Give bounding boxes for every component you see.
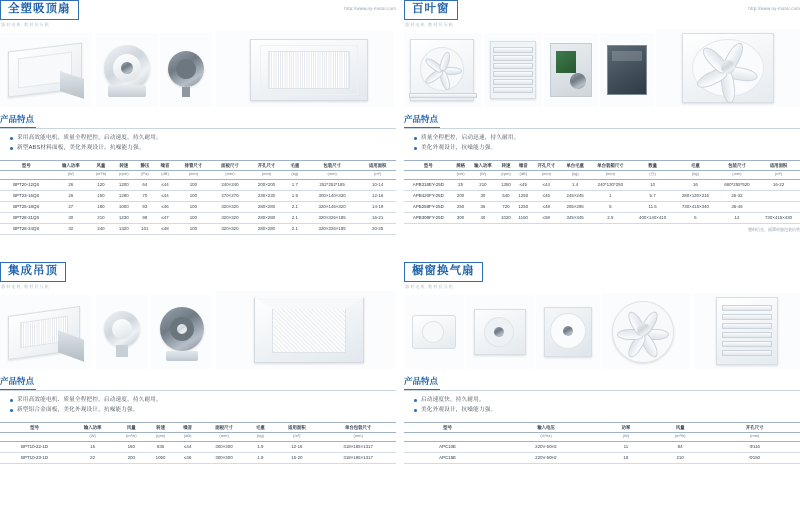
col-header: 包装尺寸 <box>305 161 359 171</box>
product-photo-row <box>0 291 396 369</box>
cell <box>757 202 800 213</box>
cell: 1280 <box>113 191 135 202</box>
col-header: 面板尺寸 <box>201 423 248 433</box>
product-photo <box>404 33 482 107</box>
col-unit: (dB) <box>155 171 175 180</box>
cell: 11 <box>601 442 651 453</box>
cell: 300 <box>453 213 469 224</box>
cell: 14-19 <box>359 202 396 213</box>
divider <box>404 128 800 129</box>
cell: 32 <box>53 224 90 235</box>
section-subtitle: 器材电机 数材层压机 <box>405 22 455 27</box>
cell: 935 <box>146 442 174 453</box>
product-photo <box>600 33 654 107</box>
table-units-row <box>0 433 396 442</box>
cell: 1.7 <box>285 180 305 191</box>
cell: 25 <box>453 180 469 191</box>
table-row <box>404 180 800 191</box>
cell: 120 <box>89 180 113 191</box>
cell: 2.1 <box>285 213 305 224</box>
product-photo <box>150 295 212 369</box>
table-note: 塑料后壳、面罩单独包装出售 <box>748 227 800 232</box>
col-header: 噪音 <box>175 423 201 433</box>
cell: 2.1 <box>285 202 305 213</box>
cell: 2.5 <box>590 213 632 224</box>
cell: APB318EY-25D <box>404 180 453 191</box>
col-unit: (W) <box>53 171 90 180</box>
col-unit: (mm) <box>320 433 396 442</box>
col-unit: (mm) <box>717 171 757 180</box>
section-title: 百叶窗 <box>404 0 458 20</box>
cell: BPT28-21QS <box>0 213 53 224</box>
cell: 320×320 <box>212 213 249 224</box>
features-title: 产品特点 <box>0 113 36 128</box>
col-header: 毛重 <box>674 161 717 171</box>
cell: 11.5 <box>631 202 674 213</box>
col-header: 风量 <box>89 161 113 171</box>
cell: ≤44 <box>532 180 561 191</box>
cell: 250 <box>453 202 469 213</box>
spec-table <box>404 160 800 224</box>
cell: 22 <box>69 453 116 464</box>
col-header: 数量 <box>631 161 674 171</box>
table-row <box>404 191 800 202</box>
col-unit: (mm) <box>212 171 249 180</box>
cell: 280×280 <box>248 202 285 213</box>
col-header: 转速 <box>113 161 135 171</box>
table-row <box>0 213 396 224</box>
cell: BPT25-18QS <box>0 202 53 213</box>
section-ceiling-fan <box>0 0 396 254</box>
section-title: 全塑吸顶扇 <box>0 0 79 20</box>
cell: BPT23-15QS <box>0 191 53 202</box>
cell: 100 <box>175 224 212 235</box>
cell: 295×295 <box>561 202 590 213</box>
divider <box>404 390 800 391</box>
cell: 240×240 <box>212 180 249 191</box>
product-photo <box>0 33 92 107</box>
col-header: 风量 <box>116 423 146 433</box>
cell: 100 <box>175 213 212 224</box>
col-unit: (dB) <box>175 433 201 442</box>
col-unit: (rpm) <box>497 171 514 180</box>
divider <box>0 390 396 391</box>
cell: BPT10-22-1D <box>0 442 69 453</box>
col-unit: (rpm) <box>146 433 174 442</box>
cell: 540 <box>497 191 514 202</box>
feature-item: 采用高效能电机、质量全程把控，启动速度，持久耐用。 <box>10 133 396 143</box>
cell: APB420FY-25D <box>404 191 453 202</box>
cell: 1.9 <box>248 442 274 453</box>
col-unit: (W) <box>601 433 651 442</box>
col-unit: (dB) <box>515 171 532 180</box>
col-unit: (rpm) <box>113 171 135 180</box>
section-header <box>0 0 396 26</box>
divider <box>0 128 396 129</box>
cell: BPT28-24QS <box>0 224 53 235</box>
col-header: 转速 <box>497 161 514 171</box>
cell: 16-22 <box>757 180 800 191</box>
cell: 100 <box>175 191 212 202</box>
cell: 93 <box>135 202 155 213</box>
cell: 101 <box>135 224 155 235</box>
col-header: 单台装箱尺寸 <box>590 161 632 171</box>
section-title: 橱窗换气扇 <box>404 262 483 282</box>
table-units-row <box>404 433 800 442</box>
table-row <box>0 224 396 235</box>
features-list <box>414 133 800 153</box>
col-header: 输入功率 <box>469 161 498 171</box>
cell: 280×280 <box>248 213 285 224</box>
col-header: 型号 <box>404 161 453 171</box>
cell: 150 <box>116 442 146 453</box>
spec-table <box>0 422 396 464</box>
cell: 252*252*185 <box>305 180 359 191</box>
cell: 320×145×320 <box>305 202 359 213</box>
col-header: 适用面积 <box>757 161 800 171</box>
cell: 10-14 <box>359 180 396 191</box>
section-subtitle: 器材电机 数材层压机 <box>1 22 51 27</box>
col-unit: (kg) <box>285 171 305 180</box>
col-unit: (m²) <box>273 433 320 442</box>
col-unit: (mm) <box>175 171 212 180</box>
feature-item: 美化外观设计，抗噪能力强。 <box>414 143 800 153</box>
cell: 680*255*520 <box>717 180 757 191</box>
feature-item: 美化外观设计，抗噪能力强。 <box>414 405 800 415</box>
col-header: 毛重 <box>248 423 274 433</box>
spec-table <box>404 422 800 464</box>
cell: 1 <box>590 191 632 202</box>
cell: 26 <box>53 191 90 202</box>
cell: 1250 <box>515 191 532 202</box>
cell: BPT20-12QS <box>0 180 53 191</box>
col-unit: (m³/h) <box>651 433 710 442</box>
site-url: http://www.ny-motor.com <box>748 6 800 11</box>
col-header: 噪音 <box>155 161 175 171</box>
product-photo <box>536 295 600 369</box>
product-photo <box>694 293 800 369</box>
cell: ≤45 <box>515 180 532 191</box>
col-unit <box>0 433 69 442</box>
cell: 220V-50Hz <box>491 442 601 453</box>
cell: 100 <box>175 180 212 191</box>
table-units-row <box>404 171 800 180</box>
product-photo-row <box>404 29 800 107</box>
cell: 720 <box>497 202 514 213</box>
cell: 15-20 <box>273 453 320 464</box>
col-unit: (台) <box>631 171 674 180</box>
cell: ≤47 <box>155 213 175 224</box>
col-header: 输入功率 <box>53 161 90 171</box>
cell: 5 <box>674 213 717 224</box>
product-photo <box>0 295 92 369</box>
cell: 1230 <box>113 213 135 224</box>
cell: Φ150 <box>709 453 800 464</box>
col-header: 型号 <box>404 423 491 433</box>
cell: BPT10-23-1D <box>0 453 69 464</box>
section-subtitle: 器材电机 数材层压机 <box>1 284 51 289</box>
cell: 270×270 <box>212 191 249 202</box>
cell: ≤48 <box>532 202 561 213</box>
table-row <box>404 453 800 464</box>
col-unit: (mm) <box>201 433 248 442</box>
cell: 320×320 <box>212 202 249 213</box>
cell: 1020 <box>497 213 514 224</box>
col-header: 输入电压 <box>491 423 601 433</box>
cell: 210 <box>89 213 113 224</box>
product-photo <box>96 295 148 369</box>
col-header: 包装尺寸 <box>717 161 757 171</box>
cell: 210 <box>469 180 498 191</box>
product-photo <box>466 295 534 369</box>
cell: 10 <box>631 180 674 191</box>
cell: 300×300 <box>201 453 248 464</box>
features-list <box>414 395 800 415</box>
col-header: 开孔尺寸 <box>248 161 285 171</box>
spec-table <box>0 160 396 235</box>
product-photo <box>544 33 598 107</box>
features-title: 产品特点 <box>404 375 440 390</box>
cell: 1.9 <box>248 453 274 464</box>
table-units-row <box>0 171 396 180</box>
product-photo <box>404 295 464 369</box>
col-unit: (kg) <box>674 171 717 180</box>
cell: 150 <box>89 191 113 202</box>
cell: 5 <box>590 202 632 213</box>
cell: 240 <box>89 224 113 235</box>
product-photo <box>96 33 158 107</box>
col-header: 风量 <box>651 423 710 433</box>
feature-item: 质量全程把控，启动迅速，持久耐用。 <box>414 133 800 143</box>
col-header: 开孔尺寸 <box>532 161 561 171</box>
product-photo <box>216 31 394 107</box>
features-title: 产品特点 <box>404 113 440 128</box>
section-window-fan <box>404 262 800 516</box>
cell: 230×230 <box>248 191 285 202</box>
col-unit: (cm) <box>453 171 469 180</box>
cell: APB258FY-25D <box>404 202 453 213</box>
col-header: 噪音 <box>515 161 532 171</box>
cell: ≤46 <box>155 202 175 213</box>
cell: 36-46 <box>717 202 757 213</box>
cell: 30 <box>469 191 498 202</box>
col-unit <box>404 433 491 442</box>
cell: 98 <box>135 213 155 224</box>
col-header: 毛重 <box>285 161 305 171</box>
cell: APC10E <box>404 442 491 453</box>
cell: 318×185×1317 <box>320 442 396 453</box>
cell: ≤45 <box>532 191 561 202</box>
col-header: 静压 <box>135 161 155 171</box>
cell: 12-16 <box>273 442 320 453</box>
feature-item: 采用高效能电机、质量全程把控，启动速度，持久耐用。 <box>10 395 396 405</box>
col-unit: (m²) <box>359 171 396 180</box>
cell: 320×326×185 <box>305 224 359 235</box>
table-header-row <box>0 161 396 171</box>
feature-item: 启动速度快，持久耐用。 <box>414 395 800 405</box>
cell: 210 <box>651 453 710 464</box>
cell: 400×140×410 <box>631 213 674 224</box>
col-header: 单台包装尺寸 <box>320 423 396 433</box>
features-title: 产品特点 <box>0 375 36 390</box>
col-unit: (m³/h) <box>89 171 113 180</box>
col-header: 型号 <box>0 161 53 171</box>
cell: 1050 <box>146 453 174 464</box>
col-unit: (W) <box>69 433 116 442</box>
cell: 16-21 <box>359 213 396 224</box>
col-header: 规格 <box>453 161 469 171</box>
cell: 1250 <box>515 202 532 213</box>
cell: 1350 <box>497 180 514 191</box>
col-unit: (mm) <box>532 171 561 180</box>
cell: 245×245 <box>561 191 590 202</box>
cell: 300×300 <box>201 442 248 453</box>
cell: 320×320 <box>212 224 249 235</box>
cell: ≤48 <box>155 224 175 235</box>
cell: 26 <box>53 180 90 191</box>
cell: 1320 <box>113 224 135 235</box>
col-header: 型号 <box>0 423 69 433</box>
col-unit: (kg) <box>561 171 590 180</box>
cell: 1200 <box>113 180 135 191</box>
col-unit: (m³/h) <box>116 433 146 442</box>
cell: 1150 <box>515 213 532 224</box>
cell: 730×415×340 <box>674 202 717 213</box>
product-photo <box>160 33 212 107</box>
section-title: 集成吊顶 <box>0 262 66 282</box>
section-integrated-ceiling <box>0 262 396 516</box>
cell: APC15E <box>404 453 491 464</box>
cell: 16 <box>674 180 717 191</box>
cell: Φ116 <box>709 442 800 453</box>
product-photo <box>656 29 800 107</box>
section-louver-window-fan <box>404 0 800 254</box>
site-url: http://www.ny-motor.com <box>344 6 396 11</box>
col-unit: (mm) <box>590 171 632 180</box>
cell: 180 <box>89 202 113 213</box>
cell: 30 <box>53 213 90 224</box>
cell: 320×326×185 <box>305 213 359 224</box>
col-unit <box>0 171 53 180</box>
col-header: 单台毛重 <box>561 161 590 171</box>
col-header: 面板尺寸 <box>212 161 249 171</box>
cell: ≤44 <box>175 442 201 453</box>
cell: ≤58 <box>532 213 561 224</box>
col-header: 适用面积 <box>273 423 320 433</box>
cell: 730×415×430 <box>757 213 800 224</box>
cell: 25-32 <box>717 191 757 202</box>
col-unit: (mm) <box>709 433 800 442</box>
feature-item: 新型铝合金面板，美化外观设计，抗噪能力强。 <box>10 405 396 415</box>
cell: ≤44 <box>155 180 175 191</box>
section-header <box>404 0 800 26</box>
table-row <box>0 202 396 213</box>
cell: 12 <box>717 213 757 224</box>
col-unit: (Pa) <box>135 171 155 180</box>
cell: 200 <box>116 453 146 464</box>
col-unit <box>404 171 453 180</box>
cell: 1.4 <box>561 180 590 191</box>
cell: APB308FY-25D <box>404 213 453 224</box>
table-row <box>404 442 800 453</box>
table-row <box>404 202 800 213</box>
section-subtitle: 器材电机 数材层压机 <box>405 284 455 289</box>
cell: 280×280 <box>248 224 285 235</box>
cell: 345×345 <box>561 213 590 224</box>
cell: 5.7 <box>631 191 674 202</box>
col-unit: (mm) <box>248 171 285 180</box>
cell: 2.1 <box>285 224 305 235</box>
product-photo <box>216 291 396 369</box>
product-photo <box>484 33 542 107</box>
cell: ≤44 <box>155 191 175 202</box>
section-header <box>0 262 396 288</box>
feature-item: 新型ABS材料面板，美化外观设计，抗噪能力强。 <box>10 143 396 153</box>
col-header: 适用面积 <box>359 161 396 171</box>
cell: 100 <box>175 202 212 213</box>
table-header-row <box>404 161 800 171</box>
table-row <box>404 213 800 224</box>
col-header: 输入功率 <box>69 423 116 433</box>
cell: 200×200 <box>248 180 285 191</box>
col-header: 转速 <box>146 423 174 433</box>
cell: 40 <box>469 213 498 224</box>
cell: 1.9 <box>285 191 305 202</box>
col-unit: (V/Hz) <box>491 433 601 442</box>
features-list <box>10 395 396 415</box>
col-header: 开孔尺寸 <box>709 423 800 433</box>
table-row <box>0 180 396 191</box>
cell: 36 <box>469 202 498 213</box>
col-unit: (mm) <box>305 171 359 180</box>
col-header: 功率 <box>601 423 651 433</box>
cell: 300×140×330 <box>305 191 359 202</box>
cell: 27 <box>53 202 90 213</box>
table-row <box>0 453 396 464</box>
product-photo <box>602 293 690 369</box>
cell: 84 <box>651 442 710 453</box>
cell: 70 <box>135 191 155 202</box>
cell: 15 <box>69 442 116 453</box>
col-unit: (kg) <box>248 433 274 442</box>
cell: 12-16 <box>359 191 396 202</box>
table-header-row <box>404 423 800 433</box>
cell: ≤46 <box>175 453 201 464</box>
features-list <box>10 133 396 153</box>
cell: 318×185×1317 <box>320 453 396 464</box>
cell: 1000 <box>113 202 135 213</box>
cell: 280×130×316 <box>674 191 717 202</box>
cell: 200 <box>453 191 469 202</box>
table-header-row <box>0 423 396 433</box>
col-unit: (m²) <box>757 171 800 180</box>
col-header: 排管尺寸 <box>175 161 212 171</box>
cell: 64 <box>135 180 155 191</box>
cell: 18 <box>601 453 651 464</box>
cell: 220V-50Hz <box>491 453 601 464</box>
section-header <box>404 262 800 288</box>
col-unit: (W) <box>469 171 498 180</box>
table-row <box>0 191 396 202</box>
table-row <box>0 442 396 453</box>
product-photo-row <box>404 291 800 369</box>
cell <box>757 191 800 202</box>
product-photo-row <box>0 29 396 107</box>
cell: 240*130*250 <box>590 180 632 191</box>
cell: 20-25 <box>359 224 396 235</box>
